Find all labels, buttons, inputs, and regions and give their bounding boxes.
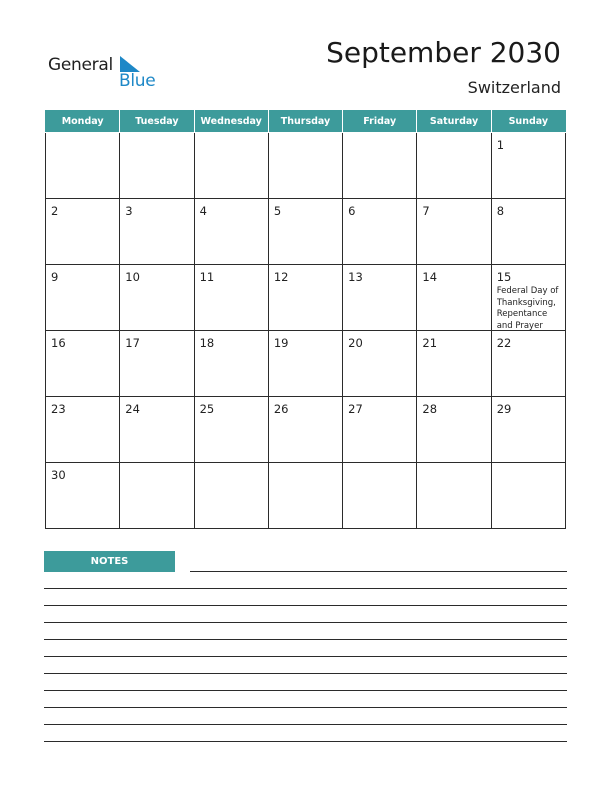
weekday-header: Thursday [268, 111, 342, 133]
weekday-header: Monday [46, 111, 120, 133]
day-cell [343, 397, 417, 463]
day-cell [194, 199, 268, 265]
week-row [46, 199, 566, 265]
day-number: 6 [348, 204, 356, 218]
day-cell [491, 331, 565, 397]
day-cell [491, 397, 565, 463]
day-cell [417, 397, 491, 463]
day-cell [343, 133, 417, 199]
day-cell [120, 463, 194, 529]
day-cell [417, 331, 491, 397]
day-cell [268, 463, 342, 529]
day-number: 10 [125, 270, 140, 284]
day-cell [194, 133, 268, 199]
day-cell [194, 463, 268, 529]
note-line [44, 690, 567, 691]
day-number: 14 [422, 270, 438, 284]
day-cell [491, 265, 565, 331]
day-number: 18 [199, 336, 215, 350]
note-line [44, 639, 567, 640]
day-number: 12 [273, 270, 289, 284]
week-row [46, 265, 566, 331]
country-label: Switzerland [467, 78, 561, 97]
page-title: September 2030 [326, 36, 561, 69]
day-cell [268, 265, 342, 331]
note-line [44, 673, 567, 674]
note-line [44, 741, 567, 742]
note-line [44, 656, 567, 657]
weekday-header-row [46, 111, 566, 133]
note-line [44, 622, 567, 623]
day-number: 19 [273, 336, 289, 350]
day-cell [46, 199, 120, 265]
brand-logo [48, 55, 156, 91]
day-number: 16 [51, 336, 66, 350]
day-cell [268, 199, 342, 265]
day-number: 1 [496, 138, 505, 152]
day-cell [417, 199, 491, 265]
logo-word-blue: Blue [119, 71, 156, 91]
notes-label: NOTES [44, 551, 175, 572]
day-number: 22 [496, 336, 512, 350]
day-cell [120, 199, 194, 265]
weekday-header: Tuesday [120, 111, 194, 133]
day-cell [491, 463, 565, 529]
day-number: 11 [199, 270, 215, 284]
day-cell [417, 463, 491, 529]
day-number: 21 [422, 336, 438, 350]
day-number: 25 [199, 402, 215, 416]
day-number: 13 [348, 270, 363, 284]
calendar-grid [45, 110, 566, 529]
weekday-header: Saturday [417, 111, 491, 133]
day-cell [194, 397, 268, 463]
day-cell [343, 463, 417, 529]
week-row [46, 331, 566, 397]
day-number: 23 [51, 402, 66, 416]
day-number: 20 [348, 336, 363, 350]
day-number: 5 [273, 204, 282, 218]
day-cell [120, 265, 194, 331]
note-line [44, 707, 567, 708]
day-number: 8 [496, 204, 505, 218]
day-number: 4 [199, 204, 207, 218]
day-number: 29 [496, 402, 512, 416]
day-cell [268, 397, 342, 463]
day-cell [491, 199, 565, 265]
day-number: 9 [51, 270, 59, 284]
weekday-header: Friday [343, 111, 417, 133]
week-row [46, 397, 566, 463]
day-number: 28 [422, 402, 438, 416]
day-number: 26 [273, 402, 289, 416]
note-line [44, 605, 567, 606]
day-cell [343, 331, 417, 397]
day-cell [417, 265, 491, 331]
day-number: 3 [125, 204, 133, 218]
day-cell [46, 331, 120, 397]
day-number: 24 [125, 402, 140, 416]
day-number: 7 [422, 204, 430, 218]
note-line [190, 571, 567, 572]
weekday-header: Sunday [491, 111, 565, 133]
day-cell [343, 199, 417, 265]
day-cell [46, 397, 120, 463]
weekday-header: Wednesday [194, 111, 268, 133]
week-row [46, 133, 566, 199]
day-number: 2 [51, 204, 59, 218]
day-cell [46, 463, 120, 529]
note-line [44, 724, 567, 725]
day-cell [417, 133, 491, 199]
day-cell [194, 331, 268, 397]
day-cell [120, 133, 194, 199]
week-row [46, 463, 566, 529]
day-cell [120, 331, 194, 397]
day-cell [120, 397, 194, 463]
day-cell [268, 133, 342, 199]
day-cell [268, 331, 342, 397]
day-number: 30 [51, 468, 66, 482]
note-line [44, 588, 567, 589]
day-number: 17 [125, 336, 140, 350]
logo-word-general: General [48, 55, 113, 75]
day-number: 15 [496, 270, 512, 284]
day-cell [46, 265, 120, 331]
day-number: 27 [348, 402, 363, 416]
day-cell [343, 265, 417, 331]
day-cell [194, 265, 268, 331]
day-cell [46, 133, 120, 199]
holiday-label: Federal Day of Thanksgiving, Repentance and Prayer [496, 286, 559, 330]
day-cell [491, 133, 565, 199]
